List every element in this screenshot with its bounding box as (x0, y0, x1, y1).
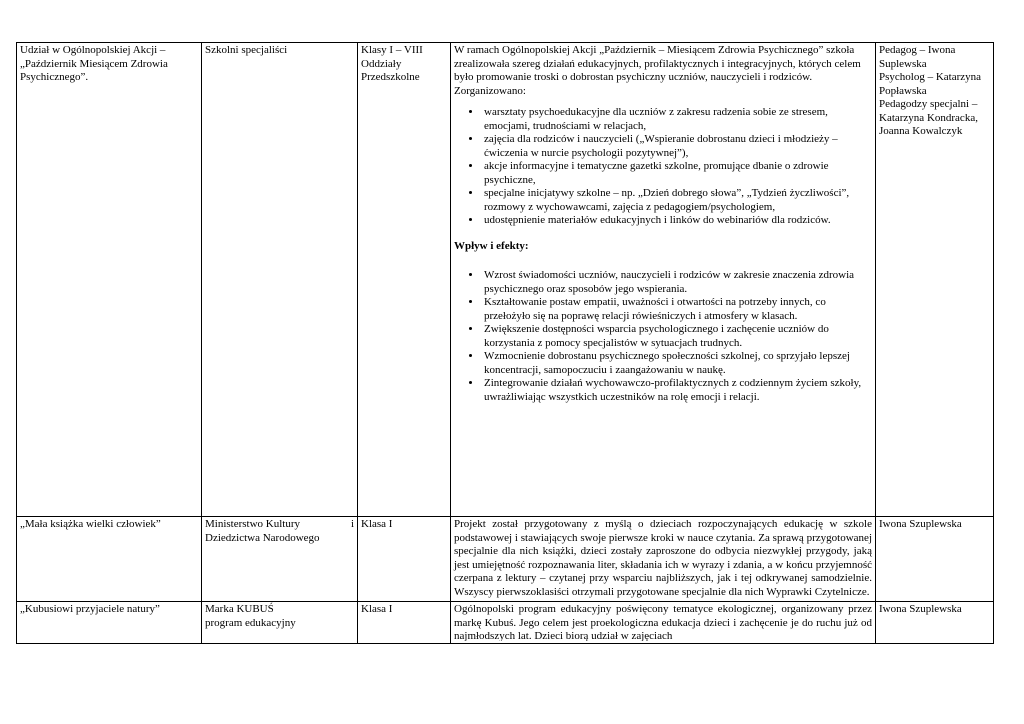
effects-list (454, 269, 872, 404)
organizer-text: Szkolni specjaliści (205, 44, 288, 56)
event-cell (17, 43, 202, 517)
responsible-cell (876, 43, 994, 517)
classes-cell (358, 43, 451, 517)
responsible-person: Pedagog – Iwona Suplewska (879, 44, 956, 70)
list-item: • warsztaty psychoedukacyjne dla uczniów z zakresu radzenia sobie ze stresem, emocjami, trudnościami w relacjach, (482, 106, 872, 133)
table-row (17, 602, 994, 644)
organizer-cell (202, 517, 358, 602)
list-item: • Wzmocnienie dobrostanu psychicznego społeczności szkolnej, co sprzyjało lepszej koncentracji, samopoczuciu i zaangażowaniu w naukę. (482, 350, 872, 377)
list-item: • akcje informacyjne i tematyczne gazetki szkolne, promujące dbanie o zdrowie psychiczne, (482, 160, 872, 187)
responsible-person: Pedagodzy specjalni – Katarzyna Kondracka, Joanna Kowalczyk (879, 98, 978, 137)
list-item: • udostępnienie materiałów edukacyjnych i linków do webinariów dla rodziców. (482, 214, 872, 228)
event-title: „Kubusiowi przyjaciele natury” (20, 603, 160, 615)
organizer-text: program edukacyjny (205, 616, 296, 629)
description-text: Ogólnopolski program edukacyjny poświęcony tematyce ekologicznej, organizowany przez markę Kubuś. Jego celem jest proekologiczna edukacja dzieci i zachęcenie je do ruchu już od najmłodszych lat. Dzieci biorą udział w zajęciach (454, 603, 872, 641)
organizer-text: Ministerstwo Kultury (205, 518, 301, 530)
description-intro: W ramach Ogólnopolskiej Akcji „Październik – Miesiącem Zdrowia Psychicznego” szkoła zrealizowała szereg działań edukacyjnych, profilaktycznych i integracyjnych, których celem było promowanie troski o dobrostan psychiczny uczniów, nauczycieli i rodziców. Zorganizowano: (454, 44, 861, 97)
organizer-text: i (350, 518, 354, 530)
list-item: • zajęcia dla rodziców i nauczycieli („Wspieranie dobrostanu dzieci i młodzieży – ćwiczenia w nurcie psychologii pozytywnej”), (482, 133, 872, 160)
activities-table (16, 42, 994, 644)
description-text: Projekt został przygotowany z myślą o dzieciach rozpoczynających edukację w szkole podstawowej i stawiających swoje pierwsze kroki w nauce czytania. Za sprawą przygotowanej specjalnie dla nich książki, dzieci zostały zaproszone do odbycia niezwykłej przygody, jaką jest umiejętność rozpoznawania liter, składania ich w wyrazy i zdania, a w końcu przyjemność czerpana z lektury – czytanej przy wsparciu najbliższych, jak i tej odkrywanej samodzielnie. Wszyscy pierwszoklasiści otrzymali przygotowane specjalnie dla nich Wyprawki Czytelnicze. (454, 518, 872, 598)
organizer-cell (202, 43, 358, 517)
classes-line: Przedszkolne (361, 71, 420, 83)
organizer-cell (202, 602, 358, 644)
responsible-cell (876, 602, 994, 644)
event-title: „Mała książka wielki człowiek” (20, 518, 161, 530)
responsible-person: Iwona Szuplewska (879, 518, 962, 530)
list-item: • Zintegrowanie działań wychowawczo-profilaktycznych z codziennym życiem szkoły, uwrażliwiając wszystkich uczestników na rolę emocji i relacji. (482, 377, 872, 404)
list-item: • Zwiększenie dostępności wsparcia psychologicznego i zachęcenie uczniów do korzystania z pomocy specjalistów w sytuacjach trudnych. (482, 323, 872, 350)
classes-line: Klasy I – VIII (361, 44, 423, 56)
responsible-cell (876, 517, 994, 602)
event-cell (17, 517, 202, 602)
classes-line: Klasa I (361, 603, 393, 615)
description-cell (451, 517, 876, 602)
classes-line: Oddziały (361, 57, 402, 70)
event-cell (17, 602, 202, 644)
description-cell (451, 43, 876, 517)
classes-cell (358, 602, 451, 644)
responsible-person: Psycholog – Katarzyna Popławska (879, 71, 982, 97)
activities-list (454, 106, 872, 228)
description-cell (451, 602, 876, 644)
list-item: • specjalne inicjatywy szkolne – np. „Dzień dobrego słowa”, „Tydzień życzliwości”, rozmowy z wychowawcami, zajęcia z pedagogiem/psychologiem, (482, 187, 872, 214)
responsible-person: Iwona Szuplewska (879, 603, 962, 615)
table-row (17, 517, 994, 602)
organizer-text: Dziedzictwa Narodowego (205, 531, 320, 544)
organizer-text: Marka KUBUŚ (205, 603, 274, 615)
table-row (17, 43, 994, 517)
event-title: Udział w Ogólnopolskiej Akcji – „Październik Miesiącem Zdrowia Psychicznego”. (20, 44, 168, 83)
organizer-line (205, 518, 354, 532)
list-item: • Wzrost świadomości uczniów, nauczycieli i rodziców w zakresie znaczenia zdrowia psychicznego oraz sposobów jego wspierania. (482, 269, 872, 296)
classes-cell (358, 517, 451, 602)
effects-heading: Wpływ i efekty: (454, 239, 529, 252)
list-item: • Kształtowanie postaw empatii, uważności i otwartości na potrzeby innych, co przełożyło się na poprawę relacji rówieśniczych i atmosfery w klasach. (482, 296, 872, 323)
classes-line: Klasa I (361, 518, 393, 530)
